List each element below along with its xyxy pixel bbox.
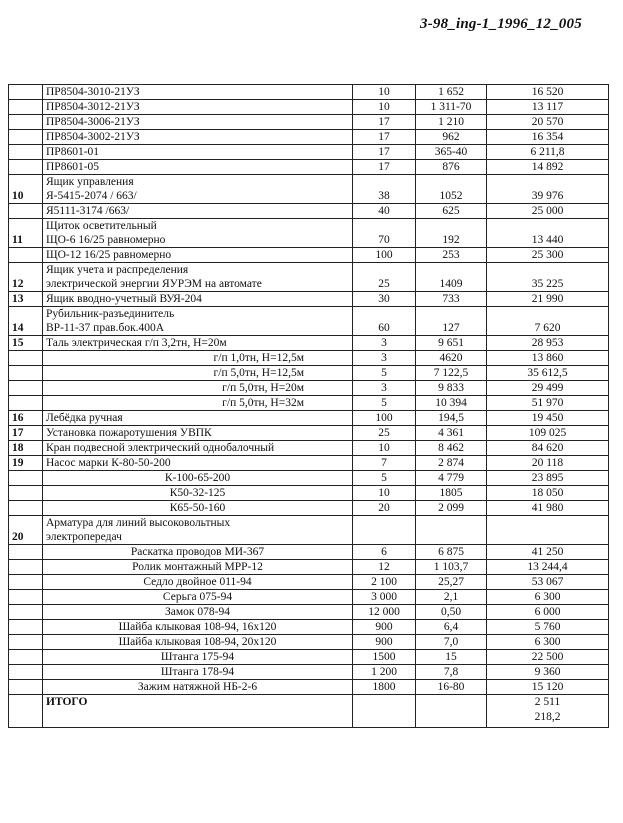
table-row bbox=[9, 471, 609, 486]
table-row bbox=[9, 160, 609, 175]
table-row bbox=[9, 486, 609, 501]
quantity: 3 bbox=[353, 381, 416, 396]
row-number: 12 bbox=[9, 263, 43, 292]
table-row bbox=[9, 411, 609, 426]
row-number bbox=[9, 680, 43, 695]
table-row bbox=[9, 545, 609, 560]
item-name: ПР8504-3002-21УЗ bbox=[43, 130, 353, 145]
table-row bbox=[9, 115, 609, 130]
table-row bbox=[9, 590, 609, 605]
item-name-line: ЩО-6 16/25 равномерно bbox=[46, 234, 166, 246]
item-name: К-100-65-200 bbox=[43, 471, 353, 486]
unit-price: 127 bbox=[416, 307, 487, 336]
table-row bbox=[9, 456, 609, 471]
item-name: ПР8504-3012-21УЗ bbox=[43, 100, 353, 115]
row-number: 16 bbox=[9, 411, 43, 426]
unit-price: 1 210 bbox=[416, 115, 487, 130]
item-name: Седло двойное 011-94 bbox=[43, 575, 353, 590]
item-name: Зажим натяжной НБ-2-6 bbox=[43, 680, 353, 695]
item-name: Замок 078-94 bbox=[43, 605, 353, 620]
quantity: 20 bbox=[353, 501, 416, 516]
table-row bbox=[9, 263, 609, 292]
row-number: 10 bbox=[9, 175, 43, 204]
total-label: ИТОГО bbox=[43, 695, 353, 728]
amount: 23 895 bbox=[487, 471, 609, 486]
quantity: 10 bbox=[353, 441, 416, 456]
unit-price: 15 bbox=[416, 650, 487, 665]
quantity: 25 bbox=[353, 263, 416, 292]
table-row bbox=[9, 635, 609, 650]
unit-price: 9 651 bbox=[416, 336, 487, 351]
item-name: Серьга 075-94 bbox=[43, 590, 353, 605]
quantity: 5 bbox=[353, 471, 416, 486]
row-number bbox=[9, 130, 43, 145]
amount: 20 118 bbox=[487, 456, 609, 471]
row-number bbox=[9, 100, 43, 115]
unit-price: 4620 bbox=[416, 351, 487, 366]
item-name-line: электрической энергии ЯУРЭМ на автомате bbox=[46, 278, 262, 290]
table-row bbox=[9, 560, 609, 575]
amount: 6 211,8 bbox=[487, 145, 609, 160]
quantity: 2 100 bbox=[353, 575, 416, 590]
item-name: Штанга 178-94 bbox=[43, 665, 353, 680]
quantity: 3 bbox=[353, 336, 416, 351]
table-row bbox=[9, 351, 609, 366]
item-name: ПР8504-3006-21УЗ bbox=[43, 115, 353, 130]
amount: 41 980 bbox=[487, 501, 609, 516]
item-name-line: Ящик управления bbox=[46, 176, 134, 188]
quantity: 1800 bbox=[353, 680, 416, 695]
quantity: 25 bbox=[353, 426, 416, 441]
amount: 29 499 bbox=[487, 381, 609, 396]
item-name: ПР8601-05 bbox=[43, 160, 353, 175]
row-number: 14 bbox=[9, 307, 43, 336]
unit-price: 962 bbox=[416, 130, 487, 145]
item-name-line: Рубильник-разъединитель bbox=[46, 308, 175, 320]
table-row bbox=[9, 680, 609, 695]
amount: 9 360 bbox=[487, 665, 609, 680]
quantity: 17 bbox=[353, 130, 416, 145]
row-number bbox=[9, 605, 43, 620]
unit-price: 10 394 bbox=[416, 396, 487, 411]
table-row bbox=[9, 366, 609, 381]
amount: 13 244,4 bbox=[487, 560, 609, 575]
unit-price: 1 652 bbox=[416, 85, 487, 100]
amount: 13 860 bbox=[487, 351, 609, 366]
row-number bbox=[9, 471, 43, 486]
item-name: г/п 1,0тн, Н=12,5м bbox=[43, 351, 353, 366]
amount: 7 620 bbox=[487, 307, 609, 336]
item-name: Ролик монтажный МРР-12 bbox=[43, 560, 353, 575]
unit-price: 7,0 bbox=[416, 635, 487, 650]
row-number bbox=[9, 560, 43, 575]
unit-price: 876 bbox=[416, 160, 487, 175]
item-name: К50-32-125 bbox=[43, 486, 353, 501]
unit-price: 625 bbox=[416, 204, 487, 219]
quantity: 10 bbox=[353, 85, 416, 100]
item-name: Насос марки К-80-50-200 bbox=[43, 456, 353, 471]
row-number bbox=[9, 115, 43, 130]
unit-price bbox=[416, 516, 487, 545]
unit-price: 2,1 bbox=[416, 590, 487, 605]
quantity: 1500 bbox=[353, 650, 416, 665]
amount: 18 050 bbox=[487, 486, 609, 501]
quantity bbox=[353, 516, 416, 545]
amount: 28 953 bbox=[487, 336, 609, 351]
unit-price: 7 122,5 bbox=[416, 366, 487, 381]
table-row bbox=[9, 665, 609, 680]
quantity: 30 bbox=[353, 292, 416, 307]
amount: 35 612,5 bbox=[487, 366, 609, 381]
quantity: 10 bbox=[353, 486, 416, 501]
table-row bbox=[9, 219, 609, 248]
amount: 25 300 bbox=[487, 248, 609, 263]
item-name bbox=[43, 263, 353, 292]
amount: 13 440 bbox=[487, 219, 609, 248]
table-row bbox=[9, 248, 609, 263]
quantity: 3 bbox=[353, 351, 416, 366]
quantity: 38 bbox=[353, 175, 416, 204]
row-number bbox=[9, 695, 43, 728]
unit-price: 1 103,7 bbox=[416, 560, 487, 575]
table-row bbox=[9, 336, 609, 351]
row-number: 17 bbox=[9, 426, 43, 441]
table-row bbox=[9, 85, 609, 100]
quantity: 12 000 bbox=[353, 605, 416, 620]
row-number: 13 bbox=[9, 292, 43, 307]
row-number: 18 bbox=[9, 441, 43, 456]
unit-price: 6 875 bbox=[416, 545, 487, 560]
row-number bbox=[9, 145, 43, 160]
row-number bbox=[9, 486, 43, 501]
item-name-line: электропередач bbox=[46, 531, 122, 543]
unit-price: 2 099 bbox=[416, 501, 487, 516]
amount: 41 250 bbox=[487, 545, 609, 560]
amount: 6 300 bbox=[487, 590, 609, 605]
row-number bbox=[9, 366, 43, 381]
unit-price: 1409 bbox=[416, 263, 487, 292]
unit-price: 25,27 bbox=[416, 575, 487, 590]
unit-price: 365-40 bbox=[416, 145, 487, 160]
table-row bbox=[9, 501, 609, 516]
item-name: Лебёдка ручная bbox=[43, 411, 353, 426]
item-name: Установка пожаротушения УВПК bbox=[43, 426, 353, 441]
table-row bbox=[9, 145, 609, 160]
item-name: Таль электрическая г/п 3,2тн, Н=20м bbox=[43, 336, 353, 351]
quantity: 17 bbox=[353, 145, 416, 160]
amount: 16 520 bbox=[487, 85, 609, 100]
unit-price: 9 833 bbox=[416, 381, 487, 396]
unit-price: 8 462 bbox=[416, 441, 487, 456]
quantity: 900 bbox=[353, 635, 416, 650]
table-row bbox=[9, 426, 609, 441]
amount: 6 000 bbox=[487, 605, 609, 620]
item-name bbox=[43, 219, 353, 248]
table-row bbox=[9, 130, 609, 145]
unit-price: 1052 bbox=[416, 175, 487, 204]
table-row bbox=[9, 175, 609, 204]
table-row bbox=[9, 441, 609, 456]
row-number bbox=[9, 85, 43, 100]
row-number bbox=[9, 665, 43, 680]
item-name-line: Я-5415-2074 / 663/ bbox=[46, 190, 137, 202]
table-row bbox=[9, 516, 609, 545]
quantity: 40 bbox=[353, 204, 416, 219]
row-number bbox=[9, 160, 43, 175]
amount: 53 067 bbox=[487, 575, 609, 590]
item-name bbox=[43, 307, 353, 336]
item-name: Шайба клыковая 108-94, 20х120 bbox=[43, 635, 353, 650]
row-number bbox=[9, 351, 43, 366]
amount: 84 620 bbox=[487, 441, 609, 456]
amount: 22 500 bbox=[487, 650, 609, 665]
item-name-line: Щиток осветительный bbox=[46, 220, 157, 232]
row-number bbox=[9, 650, 43, 665]
quantity: 100 bbox=[353, 411, 416, 426]
table-row bbox=[9, 307, 609, 336]
row-number: 15 bbox=[9, 336, 43, 351]
amount: 51 970 bbox=[487, 396, 609, 411]
item-name: Я5111-3174 /663/ bbox=[43, 204, 353, 219]
item-name-line: ВР-11-37 прав.бок.400А bbox=[46, 322, 165, 334]
row-number bbox=[9, 545, 43, 560]
quantity: 7 bbox=[353, 456, 416, 471]
quantity: 6 bbox=[353, 545, 416, 560]
row-number bbox=[9, 635, 43, 650]
item-name: г/п 5,0тн, Н=20м bbox=[43, 381, 353, 396]
quantity: 900 bbox=[353, 620, 416, 635]
unit-price: 1 311-70 bbox=[416, 100, 487, 115]
amount: 16 354 bbox=[487, 130, 609, 145]
total-amount bbox=[487, 695, 609, 728]
quantity: 1 200 bbox=[353, 665, 416, 680]
quantity: 17 bbox=[353, 115, 416, 130]
table-row bbox=[9, 292, 609, 307]
item-name: Ящик вводно-учетный ВУЯ-204 bbox=[43, 292, 353, 307]
row-number bbox=[9, 575, 43, 590]
unit-price: 16-80 bbox=[416, 680, 487, 695]
unit-price: 7,8 bbox=[416, 665, 487, 680]
unit-price: 194,5 bbox=[416, 411, 487, 426]
unit-price bbox=[416, 695, 487, 728]
item-name: Шайба клыковая 108-94, 16х120 bbox=[43, 620, 353, 635]
row-number bbox=[9, 620, 43, 635]
item-name: г/п 5,0тн, Н=32м bbox=[43, 396, 353, 411]
row-number: 11 bbox=[9, 219, 43, 248]
amount: 19 450 bbox=[487, 411, 609, 426]
row-number bbox=[9, 590, 43, 605]
total-amount-line: 2 511 bbox=[534, 696, 561, 708]
quantity bbox=[353, 695, 416, 728]
quantity: 70 bbox=[353, 219, 416, 248]
amount: 5 760 bbox=[487, 620, 609, 635]
quantity: 10 bbox=[353, 100, 416, 115]
amount: 39 976 bbox=[487, 175, 609, 204]
unit-price: 6,4 bbox=[416, 620, 487, 635]
amount: 15 120 bbox=[487, 680, 609, 695]
total-amount-line: 218,2 bbox=[534, 711, 561, 723]
table-row bbox=[9, 650, 609, 665]
quantity: 3 000 bbox=[353, 590, 416, 605]
item-name: г/п 5,0тн, Н=12,5м bbox=[43, 366, 353, 381]
quantity: 5 bbox=[353, 366, 416, 381]
item-name: Кран подвесной электрический однобалочный bbox=[43, 441, 353, 456]
table-row bbox=[9, 575, 609, 590]
quantity: 17 bbox=[353, 160, 416, 175]
table-row bbox=[9, 605, 609, 620]
amount: 25 000 bbox=[487, 204, 609, 219]
quantity: 100 bbox=[353, 248, 416, 263]
amount: 13 117 bbox=[487, 100, 609, 115]
item-name: ПР8601-01 bbox=[43, 145, 353, 160]
table-row bbox=[9, 100, 609, 115]
quantity: 60 bbox=[353, 307, 416, 336]
table-row bbox=[9, 381, 609, 396]
amount: 35 225 bbox=[487, 263, 609, 292]
table-row bbox=[9, 204, 609, 219]
amount: 21 990 bbox=[487, 292, 609, 307]
amount: 20 570 bbox=[487, 115, 609, 130]
item-name bbox=[43, 516, 353, 545]
row-number bbox=[9, 396, 43, 411]
row-number: 20 bbox=[9, 516, 43, 545]
row-number: 19 bbox=[9, 456, 43, 471]
item-name: Раскатка проводов МИ-367 bbox=[43, 545, 353, 560]
unit-price: 1805 bbox=[416, 486, 487, 501]
item-name-line: Ящик учета и распределения bbox=[46, 264, 189, 276]
unit-price: 2 874 bbox=[416, 456, 487, 471]
unit-price: 253 bbox=[416, 248, 487, 263]
unit-price: 192 bbox=[416, 219, 487, 248]
table-row bbox=[9, 620, 609, 635]
amount bbox=[487, 516, 609, 545]
row-number bbox=[9, 204, 43, 219]
unit-price: 0,50 bbox=[416, 605, 487, 620]
unit-price: 4 361 bbox=[416, 426, 487, 441]
quantity: 5 bbox=[353, 396, 416, 411]
amount: 109 025 bbox=[487, 426, 609, 441]
row-number bbox=[9, 501, 43, 516]
row-number bbox=[9, 248, 43, 263]
row-number bbox=[9, 381, 43, 396]
amount: 14 892 bbox=[487, 160, 609, 175]
total-row bbox=[9, 695, 609, 728]
table-row bbox=[9, 396, 609, 411]
document-id: 3-98_ing-1_1996_12_005 bbox=[420, 16, 582, 32]
item-name: К65-50-160 bbox=[43, 501, 353, 516]
item-name: ЩО-12 16/25 равномерно bbox=[43, 248, 353, 263]
unit-price: 4 779 bbox=[416, 471, 487, 486]
item-name bbox=[43, 175, 353, 204]
item-name: ПР8504-3010-21УЗ bbox=[43, 85, 353, 100]
price-table bbox=[8, 84, 609, 728]
item-name: Штанга 175-94 bbox=[43, 650, 353, 665]
amount: 6 300 bbox=[487, 635, 609, 650]
item-name-line: Арматура для линий высоковольтных bbox=[46, 517, 231, 529]
unit-price: 733 bbox=[416, 292, 487, 307]
quantity: 12 bbox=[353, 560, 416, 575]
